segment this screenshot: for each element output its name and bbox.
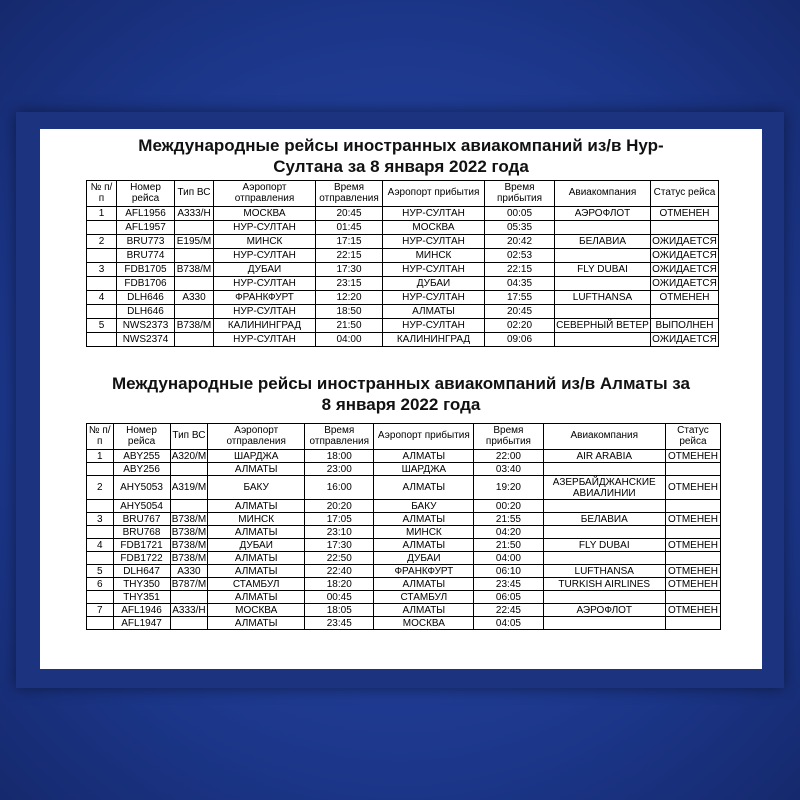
cell-arrival-time: 21:50 [474,539,543,552]
table-row [87,463,721,476]
cell-row-number: 2 [87,235,117,249]
header-departure-time: Время отправления [316,181,383,207]
cell-arrival-time: 20:45 [485,305,555,319]
cell-airline [543,463,665,476]
cell-airline: АЭРОФЛОТ [555,207,651,221]
cell-aircraft-type [170,463,208,476]
table-header-row [87,424,721,450]
header-aircraft-type: Тип ВС [175,181,214,207]
almaty-flights-table [86,423,721,630]
header-arrival-airport: Аэропорт прибытия [374,424,474,450]
header-flight-number: Номер рейса [117,181,175,207]
cell-arrival-time: 04:35 [485,277,555,291]
cell-departure-time: 18:05 [305,604,374,617]
cell-arrival-time: 09:06 [485,333,555,347]
cell-departure-airport: МИНСК [214,235,316,249]
cell-aircraft-type: A320/M [171,450,207,462]
cell-arrival-airport: АЛМАТЫ [374,539,474,552]
cell-aircraft-type [175,277,214,291]
header-departure-airport: Аэропорт отправления [208,424,305,450]
cell-flight-status: ОЖИДАЕТСЯ [652,264,717,275]
cell-row-number: 5 [87,319,117,333]
cell-arrival-time: 04:20 [474,526,543,539]
cell-row-number: 4 [87,291,117,305]
cell-airline [555,333,651,347]
cell-arrival-time: 00:20 [474,500,543,513]
table-row [87,450,721,463]
cell-flight-status: ВЫПОЛНЕН [651,319,719,333]
cell-row-number [87,500,114,513]
cell-arrival-time: 22:00 [474,450,543,463]
cell-aircraft-type: B787/M [171,578,207,590]
cell-departure-airport: АЛМАТЫ [208,552,305,565]
cell-arrival-time: 04:00 [474,552,543,565]
cell-departure-airport: НУР-СУЛТАН [214,333,316,347]
cell-row-number: 4 [87,539,114,552]
document-sheet [40,129,762,669]
cell-row-number: 2 [87,476,114,500]
cell-departure-airport: КАЛИНИНГРАД [214,319,316,333]
header-flight-status: Статус рейса [665,424,720,450]
cell-departure-time: 23:15 [316,277,383,291]
cell-flight-number: FDB1705 [117,263,175,277]
header-arrival-airport: Аэропорт прибытия [383,181,485,207]
cell-arrival-time: 06:05 [474,591,543,604]
cell-flight-number: BRU774 [117,249,175,263]
cell-arrival-time: 21:55 [474,513,543,526]
cell-airline: БЕЛАВИА [543,513,665,526]
cell-aircraft-type [175,249,214,263]
cell-departure-time: 17:15 [316,235,383,249]
cell-flight-status: ОТМЕНЕН [665,476,720,500]
cell-flight-number: AFL1947 [113,617,170,630]
cell-row-number: 6 [87,578,114,591]
cell-arrival-airport: НУР-СУЛТАН [383,319,485,333]
cell-departure-time: 01:45 [316,221,383,235]
cell-airline: AIR ARABIA [543,450,665,463]
cell-arrival-airport: НУР-СУЛТАН [383,235,485,249]
header-departure-airport: Аэропорт отправления [214,181,316,207]
header-aircraft-type: Тип ВС [170,424,208,450]
cell-arrival-airport: ФРАНКФУРТ [374,565,474,578]
cell-departure-airport: АЛМАТЫ [208,526,305,539]
cell-flight-number: DLH646 [117,291,175,305]
cell-departure-airport: СТАМБУЛ [208,578,305,591]
cell-aircraft-type [170,500,208,513]
cell-airline [543,500,665,513]
cell-flight-status: ОТМЕНЕН [665,565,720,578]
table2-title-line1: Международные рейсы иностранных авиакомпаний из/в Алматы за [111,374,690,393]
header-flight-status: Статус рейса [651,181,719,207]
table-header-row [87,181,719,207]
cell-arrival-airport: ДУБАИ [383,277,485,291]
cell-airline: TURKISH AIRLINES [543,578,665,591]
cell-flight-status: ОТМЕНЕН [665,539,720,552]
cell-arrival-airport: БАКУ [374,500,474,513]
cell-aircraft-type: A333/H [170,604,208,617]
cell-arrival-time: 20:42 [485,235,555,249]
header-row-number: № п/п [87,424,114,450]
cell-flight-number: BRU767 [113,513,170,526]
cell-aircraft-type: A330 [175,291,214,305]
header-airline: Авиакомпания [543,424,665,450]
table-row [87,319,719,333]
cell-row-number [87,591,114,604]
cell-arrival-time: 17:55 [485,291,555,305]
table2-title [40,373,762,415]
cell-flight-status [665,591,720,604]
cell-arrival-time: 22:45 [474,604,543,617]
cell-arrival-time: 03:40 [474,463,543,476]
header-arrival-time: Время прибытия [485,181,555,207]
table-row [87,539,721,552]
cell-airline [543,591,665,604]
cell-row-number [87,305,117,319]
cell-departure-time: 16:00 [305,476,374,500]
cell-flight-number: AFL1946 [113,604,170,617]
cell-flight-status: ОТМЕНЕН [651,207,719,221]
cell-departure-time: 22:40 [305,565,374,578]
cell-arrival-time: 22:15 [485,263,555,277]
cell-arrival-airport: АЛМАТЫ [374,604,474,617]
table1-title-line2: Султана за 8 января 2022 года [273,157,529,176]
cell-aircraft-type: B738/M [171,552,207,564]
cell-flight-status: ОТМЕНЕН [665,578,720,591]
cell-flight-number: FDB1722 [113,552,170,565]
cell-departure-time: 18:50 [316,305,383,319]
cell-departure-time: 17:30 [305,539,374,552]
cell-flight-number: THY350 [113,578,170,591]
cell-arrival-time: 02:53 [485,249,555,263]
cell-aircraft-type: B738/M [175,263,214,277]
cell-departure-time: 20:20 [305,500,374,513]
cell-row-number [87,333,117,347]
cell-flight-number: THY351 [113,591,170,604]
cell-arrival-airport: МОСКВА [383,221,485,235]
cell-row-number: 3 [87,513,114,526]
cell-flight-status [665,526,720,539]
cell-departure-time: 20:45 [316,207,383,221]
cell-arrival-airport: АЛМАТЫ [383,305,485,319]
cell-airline: LUFTHANSA [543,565,665,578]
cell-aircraft-type [175,305,214,319]
table-row [87,291,719,305]
cell-departure-airport: НУР-СУЛТАН [214,221,316,235]
cell-flight-status [665,552,720,565]
cell-flight-number: AFL1956 [117,207,175,221]
cell-flight-status [651,221,719,235]
cell-arrival-airport: НУР-СУЛТАН [383,263,485,277]
header-flight-number: Номер рейса [113,424,170,450]
cell-departure-airport: НУР-СУЛТАН [214,277,316,291]
cell-row-number [87,221,117,235]
cell-departure-airport: ДУБАИ [208,539,305,552]
cell-departure-time: 18:00 [305,450,374,463]
cell-row-number [87,463,114,476]
cell-arrival-time: 02:20 [485,319,555,333]
cell-arrival-time: 23:45 [474,578,543,591]
cell-departure-time: 17:30 [316,263,383,277]
cell-flight-number: NWS2373 [117,319,175,333]
cell-aircraft-type: B738/M [171,526,207,538]
cell-flight-status: ОЖИДАЕТСЯ [652,250,717,261]
cell-row-number [87,249,117,263]
cell-arrival-airport: ШАРДЖА [374,463,474,476]
cell-departure-time: 23:00 [305,463,374,476]
cell-aircraft-type: B738/M [171,513,207,525]
cell-departure-time: 18:20 [305,578,374,591]
cell-departure-airport: ДУБАИ [214,263,316,277]
cell-flight-number: BRU768 [113,526,170,539]
cell-airline: СЕВЕРНЫЙ ВЕТЕР [556,320,649,331]
cell-airline: БЕЛАВИА [555,235,651,249]
cell-airline: АЭРОФЛОТ [543,604,665,617]
cell-departure-airport: АЛМАТЫ [208,617,305,630]
cell-row-number: 7 [87,604,114,617]
cell-airline: FLY DUBAI [555,263,651,277]
cell-arrival-time: 06:10 [474,565,543,578]
cell-departure-time: 23:45 [305,617,374,630]
cell-flight-status [665,617,720,630]
cell-departure-time: 12:20 [316,291,383,305]
cell-departure-airport: МОСКВА [208,604,305,617]
cell-flight-status [665,500,720,513]
cell-departure-time: 21:50 [316,319,383,333]
table-row [87,207,719,221]
cell-flight-number: DLH646 [117,305,175,319]
cell-departure-airport: НУР-СУЛТАН [214,305,316,319]
cell-flight-number: AHY5054 [113,500,170,513]
cell-airline: FLY DUBAI [543,539,665,552]
cell-flight-number: FDB1706 [117,277,175,291]
cell-row-number [87,277,117,291]
cell-airline [555,277,651,291]
cell-flight-number: ABY255 [113,450,170,463]
cell-arrival-airport: МОСКВА [374,617,474,630]
cell-aircraft-type: B738/M [171,539,207,551]
cell-arrival-time: 00:05 [485,207,555,221]
cell-arrival-airport: НУР-СУЛТАН [383,291,485,305]
table-row [87,277,719,291]
table-row [87,500,721,513]
cell-departure-airport: АЛМАТЫ [208,591,305,604]
cell-arrival-airport: МИНСК [374,526,474,539]
cell-arrival-time: 04:05 [474,617,543,630]
nur-sultan-flights-table [86,180,719,347]
cell-aircraft-type [170,591,208,604]
cell-arrival-airport: СТАМБУЛ [374,591,474,604]
table-row [87,578,721,591]
cell-flight-status: ОТМЕНЕН [665,513,720,526]
cell-departure-airport: БАКУ [208,476,305,500]
cell-departure-airport: МИНСК [208,513,305,526]
cell-flight-status: ОЖИДАЕТСЯ [652,334,717,345]
cell-arrival-airport: МИНСК [383,249,485,263]
table-row [87,552,721,565]
cell-airline [543,552,665,565]
cell-flight-status: ОТМЕНЕН [665,604,720,617]
cell-flight-number: AHY5053 [113,476,170,500]
cell-flight-status [651,305,719,319]
cell-aircraft-type [175,221,214,235]
table-row [87,476,721,500]
cell-departure-airport: АЛМАТЫ [208,565,305,578]
cell-airline [555,221,651,235]
cell-arrival-airport: КАЛИНИНГРАД [383,333,485,347]
cell-departure-time: 23:10 [305,526,374,539]
table-row [87,526,721,539]
cell-flight-status [665,463,720,476]
table-row [87,591,721,604]
header-departure-time: Время отправления [305,424,374,450]
header-row-number: № п/п [87,181,117,207]
table1-title-line1: Международные рейсы иностранных авиакомпаний из/в Нур- [138,136,664,155]
cell-departure-airport: АЛМАТЫ [208,463,305,476]
cell-departure-airport: МОСКВА [214,207,316,221]
cell-row-number [87,552,114,565]
cell-departure-airport: АЛМАТЫ [208,500,305,513]
cell-departure-airport: ШАРДЖА [208,450,305,463]
table-row [87,221,719,235]
cell-flight-number: ABY256 [113,463,170,476]
cell-flight-number: AFL1957 [117,221,175,235]
cell-departure-time: 04:00 [316,333,383,347]
cell-row-number [87,526,114,539]
cell-flight-status: ОТМЕНЕН [651,291,719,305]
cell-arrival-airport: НУР-СУЛТАН [383,207,485,221]
cell-aircraft-type: A330 [170,565,208,578]
cell-airline [555,305,651,319]
cell-flight-number: DLH647 [113,565,170,578]
cell-arrival-airport: АЛМАТЫ [374,513,474,526]
cell-row-number: 5 [87,565,114,578]
cell-arrival-airport: ДУБАИ [374,552,474,565]
table-row [87,263,719,277]
cell-departure-time: 22:15 [316,249,383,263]
cell-row-number [87,617,114,630]
table-row [87,235,719,249]
cell-aircraft-type: B738/M [175,319,214,333]
cell-flight-number: BRU773 [117,235,175,249]
cell-aircraft-type: E195/M [175,235,214,249]
cell-flight-number: FDB1721 [113,539,170,552]
cell-flight-number: NWS2374 [117,333,175,347]
cell-aircraft-type [170,617,208,630]
cell-aircraft-type: A333/H [175,207,214,221]
cell-airline: АЗЕРБАЙДЖАНСКИЕ АВИАЛИНИИ [543,476,665,500]
cell-row-number: 1 [87,207,117,221]
cell-airline [543,617,665,630]
cell-aircraft-type: A319/M [170,476,208,500]
cell-airline: LUFTHANSA [555,291,651,305]
table-row [87,305,719,319]
cell-departure-time: 22:50 [305,552,374,565]
table-row [87,565,721,578]
cell-aircraft-type [175,333,214,347]
table-row [87,333,719,347]
cell-flight-status: ОТМЕНЕН [665,450,720,463]
cell-departure-time: 17:05 [305,513,374,526]
table-row [87,513,721,526]
cell-departure-airport: НУР-СУЛТАН [214,249,316,263]
table1-title [40,135,762,177]
cell-row-number: 3 [87,263,117,277]
cell-airline [543,526,665,539]
cell-arrival-time: 19:20 [474,476,543,500]
cell-departure-time: 00:45 [305,591,374,604]
cell-arrival-time: 05:35 [485,221,555,235]
table-row [87,604,721,617]
cell-flight-status: ОЖИДАЕТСЯ [652,236,717,247]
cell-arrival-airport: АЛМАТЫ [374,450,474,463]
table-row [87,249,719,263]
table2-title-line2: 8 января 2022 года [321,395,481,414]
cell-airline [555,249,651,263]
header-arrival-time: Время прибытия [474,424,543,450]
cell-departure-airport: ФРАНКФУРТ [214,291,316,305]
cell-arrival-airport: АЛМАТЫ [374,578,474,591]
cell-arrival-airport: АЛМАТЫ [374,476,474,500]
cell-flight-status: ОЖИДАЕТСЯ [652,278,717,289]
cell-row-number: 1 [87,450,114,463]
header-airline: Авиакомпания [555,181,651,207]
table-row [87,617,721,630]
